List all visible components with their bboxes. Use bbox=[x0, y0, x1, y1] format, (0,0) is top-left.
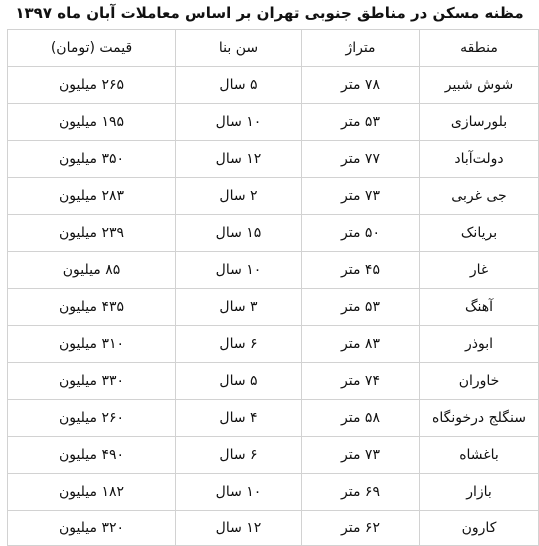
table-row bbox=[8, 215, 539, 252]
cell-region: آهنگ bbox=[420, 289, 539, 326]
cell-building-age: ۵ سال bbox=[176, 363, 302, 400]
cell-region: جی غربی bbox=[420, 178, 539, 215]
table-row bbox=[8, 400, 539, 437]
cell-area: ۷۳ متر bbox=[302, 178, 420, 215]
cell-price: ۱۹۵ میلیون bbox=[8, 104, 176, 141]
cell-building-age: ۴ سال bbox=[176, 400, 302, 437]
header-region: منطقه bbox=[420, 30, 539, 67]
cell-price: ۳۱۰ میلیون bbox=[8, 326, 176, 363]
table-row bbox=[8, 511, 539, 546]
cell-building-age: ۱۰ سال bbox=[176, 252, 302, 289]
cell-price: ۲۶۰ میلیون bbox=[8, 400, 176, 437]
page-title: مظنه مسکن در مناطق جنوبی تهران بر اساس معاملات آبان ماه ۱۳۹۷ bbox=[15, 4, 524, 22]
cell-building-age: ۱۰ سال bbox=[176, 104, 302, 141]
cell-building-age: ۶ سال bbox=[176, 326, 302, 363]
cell-region: بریانک bbox=[420, 215, 539, 252]
table-row bbox=[8, 178, 539, 215]
cell-region: غار bbox=[420, 252, 539, 289]
table-row bbox=[8, 363, 539, 400]
cell-region: بلورسازی bbox=[420, 104, 539, 141]
housing-price-table bbox=[7, 29, 539, 546]
cell-price: ۳۳۰ میلیون bbox=[8, 363, 176, 400]
cell-region: خاوران bbox=[420, 363, 539, 400]
table-row bbox=[8, 289, 539, 326]
cell-area: ۵۳ متر bbox=[302, 289, 420, 326]
cell-area: ۴۵ متر bbox=[302, 252, 420, 289]
header-building-age: سن بنا bbox=[176, 30, 302, 67]
cell-region: دولت‌آباد bbox=[420, 141, 539, 178]
cell-price: ۱۸۲ میلیون bbox=[8, 474, 176, 511]
cell-building-age: ۱۲ سال bbox=[176, 511, 302, 546]
header-price: قیمت (تومان) bbox=[8, 30, 176, 67]
cell-building-age: ۶ سال bbox=[176, 437, 302, 474]
table-row bbox=[8, 252, 539, 289]
cell-price: ۴۹۰ میلیون bbox=[8, 437, 176, 474]
cell-area: ۷۴ متر bbox=[302, 363, 420, 400]
cell-region: شوش شبیر bbox=[420, 67, 539, 104]
cell-area: ۶۲ متر bbox=[302, 511, 420, 546]
table-row bbox=[8, 474, 539, 511]
cell-price: ۸۵ میلیون bbox=[8, 252, 176, 289]
cell-building-age: ۱۰ سال bbox=[176, 474, 302, 511]
table-header-row bbox=[8, 30, 539, 67]
cell-area: ۸۳ متر bbox=[302, 326, 420, 363]
cell-building-age: ۳ سال bbox=[176, 289, 302, 326]
cell-price: ۲۸۳ میلیون bbox=[8, 178, 176, 215]
cell-area: ۷۳ متر bbox=[302, 437, 420, 474]
cell-price: ۳۲۰ میلیون bbox=[8, 511, 176, 546]
cell-building-age: ۲ سال bbox=[176, 178, 302, 215]
cell-price: ۴۳۵ میلیون bbox=[8, 289, 176, 326]
cell-region: باغشاه bbox=[420, 437, 539, 474]
cell-building-age: ۱۲ سال bbox=[176, 141, 302, 178]
cell-price: ۲۳۹ میلیون bbox=[8, 215, 176, 252]
cell-region: کارون bbox=[420, 511, 539, 546]
cell-building-age: ۱۵ سال bbox=[176, 215, 302, 252]
cell-region: ابوذر bbox=[420, 326, 539, 363]
cell-area: ۶۹ متر bbox=[302, 474, 420, 511]
cell-region: سنگلج درخونگاه bbox=[420, 400, 539, 437]
table-row bbox=[8, 104, 539, 141]
cell-area: ۵۰ متر bbox=[302, 215, 420, 252]
table-row bbox=[8, 326, 539, 363]
cell-price: ۲۶۵ میلیون bbox=[8, 67, 176, 104]
table-row bbox=[8, 437, 539, 474]
header-area: متراژ bbox=[302, 30, 420, 67]
table-row bbox=[8, 67, 539, 104]
cell-building-age: ۵ سال bbox=[176, 67, 302, 104]
cell-area: ۷۸ متر bbox=[302, 67, 420, 104]
cell-area: ۵۸ متر bbox=[302, 400, 420, 437]
cell-area: ۵۳ متر bbox=[302, 104, 420, 141]
cell-price: ۳۵۰ میلیون bbox=[8, 141, 176, 178]
table-row bbox=[8, 141, 539, 178]
cell-area: ۷۷ متر bbox=[302, 141, 420, 178]
cell-region: بازار bbox=[420, 474, 539, 511]
